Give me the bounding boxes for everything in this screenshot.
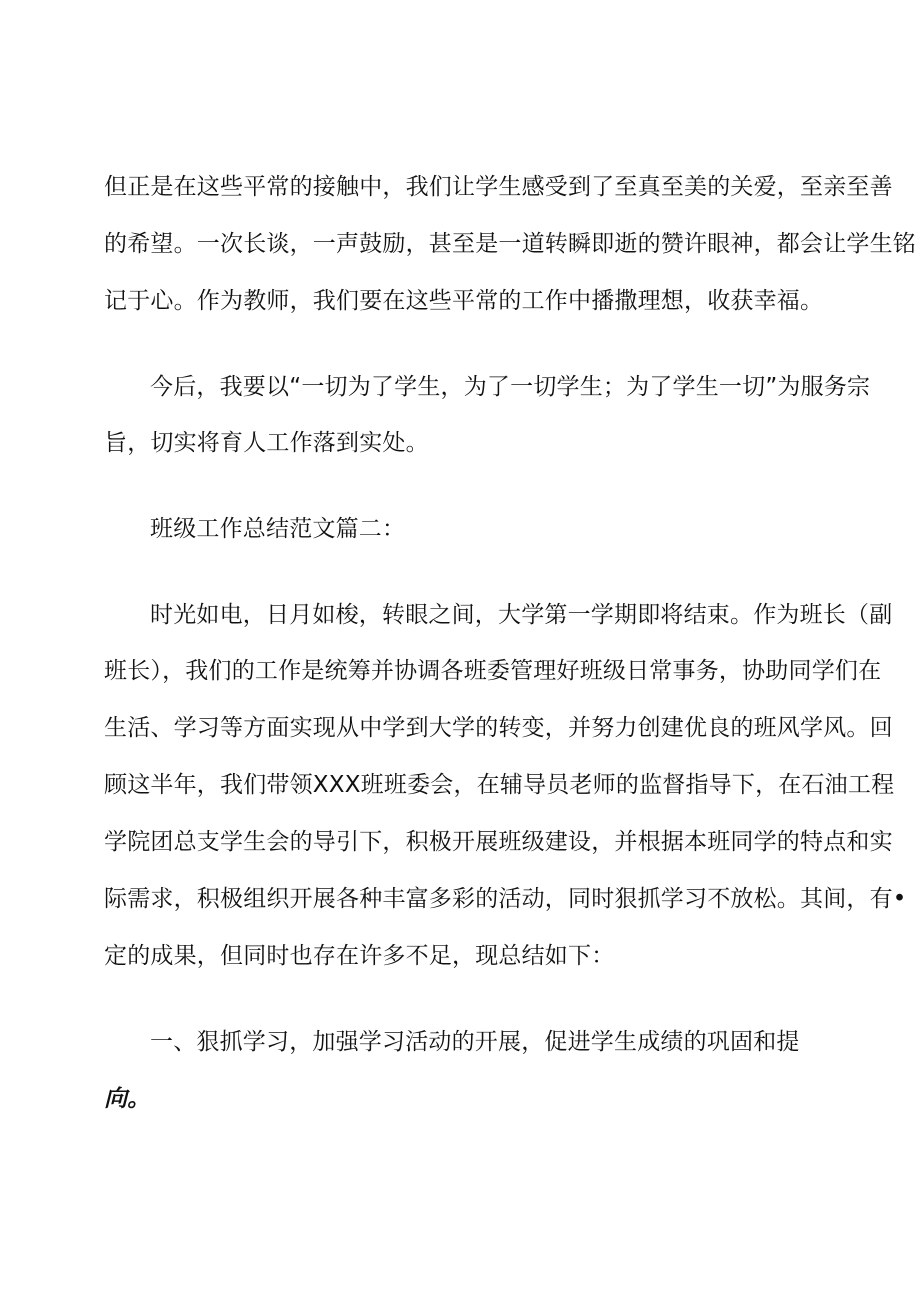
paragraph-1-line-3: 记于心。作为教师，我们要在这些平常的工作中播撒理想，收获幸福。 [104,288,824,314]
paragraph-3-line-1: 时光如电，日月如梭，转眼之间，大学第一学期即将结束。作为班长（副 [150,602,893,628]
paragraph-1-line-2: 的希望。一次长谈，一声鼓励，甚至是一道转瞬即逝的赞许眼神，都会让学生铭 [104,231,916,257]
paragraph-2-line-2: 旨，切实将育人工作落到实处。 [104,430,429,456]
paragraph-3-line-3: 生活、学习等方面实现从中学到大学的转变，并努力创建优良的班风学风。回 [104,715,893,741]
section-1-title: 一、狠抓学习，加强学习活动的开展，促进学生成绩的巩固和提 [150,1029,800,1055]
paragraph-2-line-1: 今后，我要以“一切为了学生，为了一切学生；为了学生一切”为服务宗 [150,374,871,400]
paragraph-3-line-6: 际需求，积极组织开展各种丰富多彩的活动，同时狠抓学习不放松。其间，有• [104,886,907,912]
paragraph-3-line-4: 顾这半年，我们带领XXX班班委会，在辅导员老师的监督指导下，在石油工程 [104,772,895,798]
paragraph-3-line-5: 学院团总支学生会的导引下，积极开展班级建设，并根据本班同学的特点和实 [104,829,893,855]
paragraph-1-line-1: 但正是在这些平常的接触中，我们让学生感受到了至真至美的关爱，至亲至善 [104,174,893,200]
section-heading: 班级工作总结范文篇二： [150,516,406,542]
paragraph-3-line-7: 定的成果，但同时也存在许多不足，现总结如下： [104,943,615,969]
paragraph-3-line-2: 班长），我们的工作是统筹并协调各班委管理好班级日常事务，协助同学们在 [104,658,882,684]
section-1-title-continuation: 向。 [104,1086,151,1112]
